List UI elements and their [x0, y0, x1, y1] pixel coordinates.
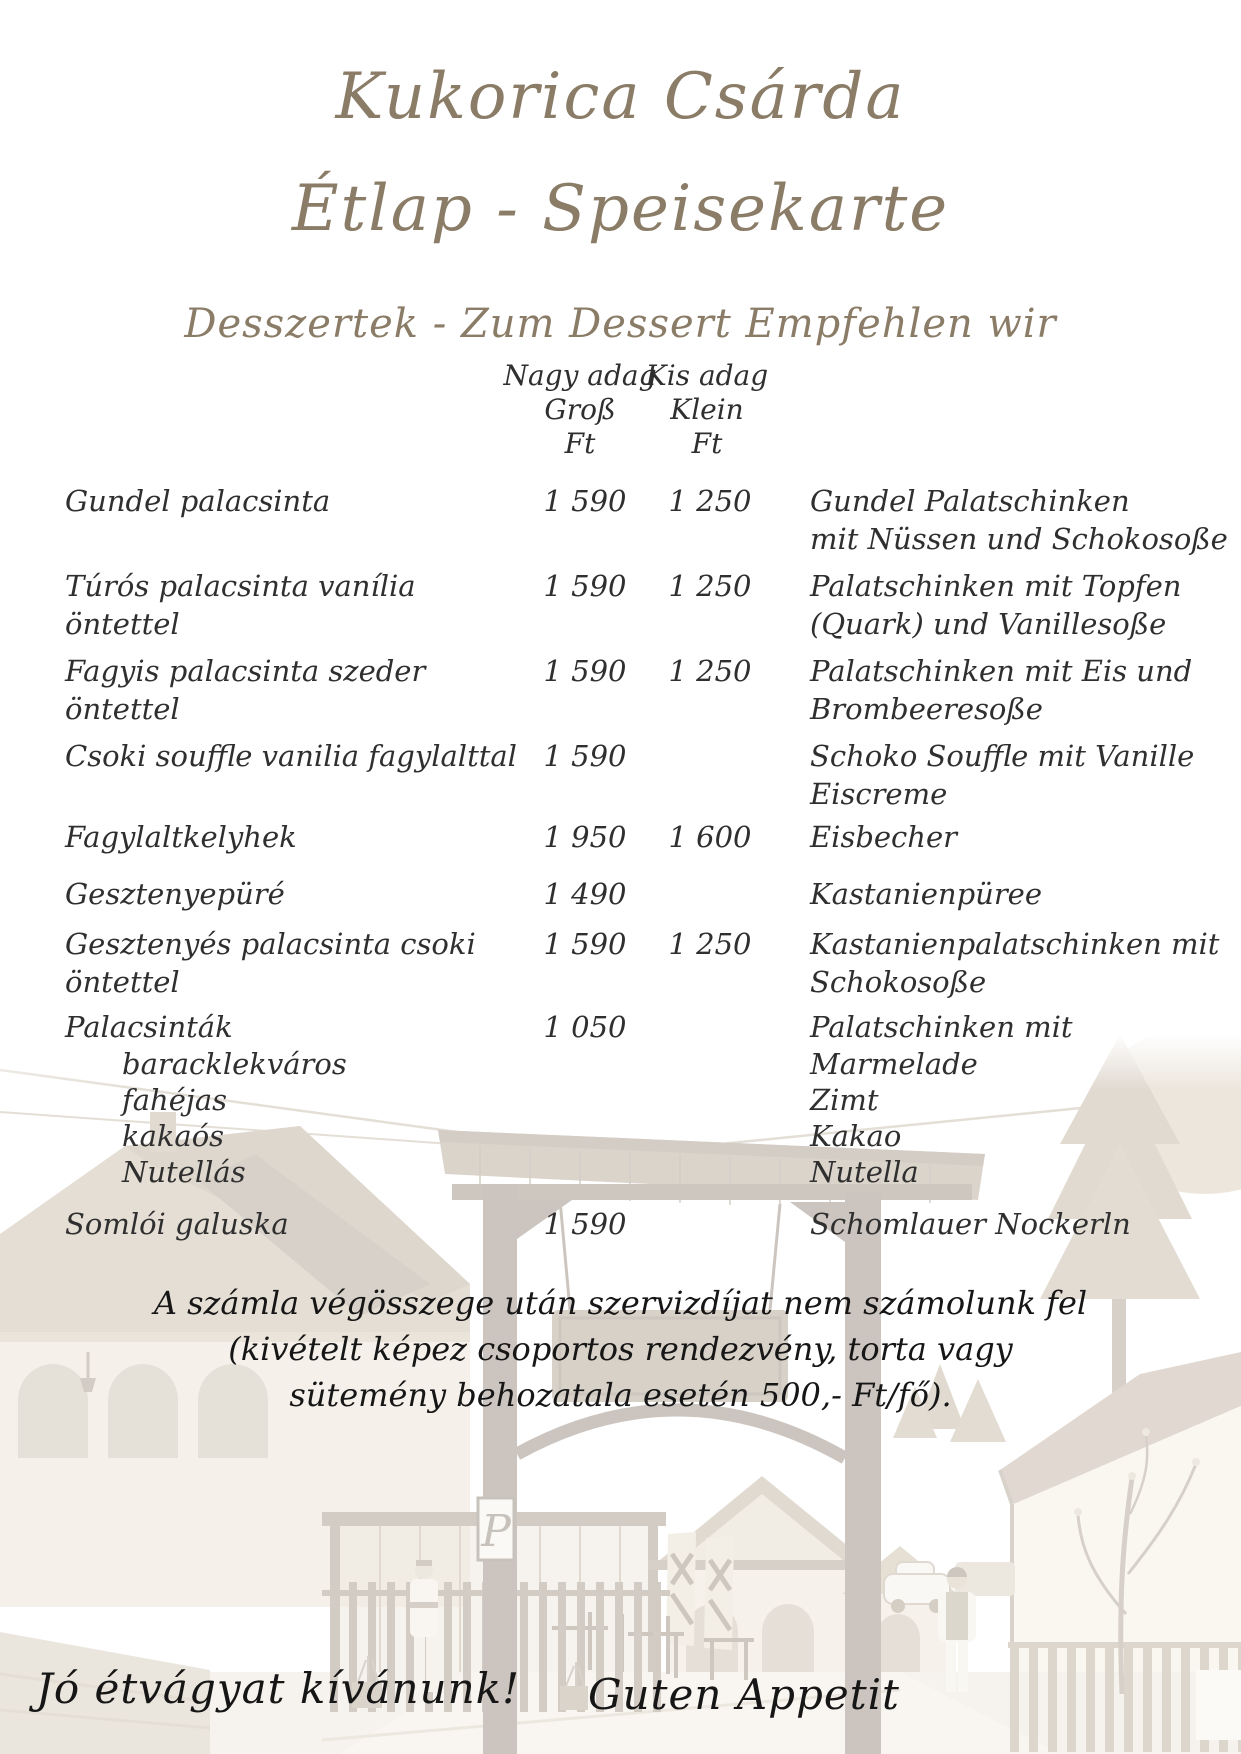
menu-item-desc-de-line: (Quark) und Vanillesoße: [810, 607, 1167, 641]
menu-item-price-large: 1 590: [543, 1207, 627, 1241]
section-subtitle-desserts: Desszertek - Zum Dessert Empfehlen wir: [184, 301, 1057, 347]
menu-item-desc-de: [810, 1008, 1240, 1190]
footer-greeting-de: Guten Appetit: [588, 1670, 900, 1719]
service-charge-note-line: (kivételt képez csoportos rendezvény, torta vagy: [228, 1330, 1013, 1368]
menu-item-desc-de-line: Brombeeresoße: [810, 692, 1043, 726]
menu-item-desc-de-line: Palatschinken mit Topfen: [810, 569, 1182, 603]
price-column-header-large-de: Groß: [544, 393, 616, 426]
menu-item-desc-de-line: Gundel Palatschinken: [810, 484, 1130, 518]
page-title-menu: Étlap - Speisekarte: [291, 172, 950, 246]
footer-greeting-hu: Jó étvágyat kívánunk!: [36, 1664, 520, 1713]
menu-item-desc-de-line: Schokosoße: [810, 965, 987, 999]
menu-item-desc-de: [810, 652, 1240, 728]
menu-item-variant-hu: baracklekváros: [122, 1047, 347, 1081]
menu-item-price-small: 1 250: [668, 484, 752, 518]
service-charge-note-line: sütemény behozatala esetén 500,- Ft/fő).: [289, 1376, 952, 1414]
menu-item-desc-de-line: Kastanienpüree: [810, 877, 1042, 911]
menu-item-price-small: 1 250: [668, 927, 752, 961]
menu-item-desc-de-line: Schomlauer Nockerln: [810, 1207, 1131, 1241]
menu-item-price-large: 1 590: [543, 569, 627, 603]
menu-item-name-hu: Somlói galuska: [65, 1207, 289, 1241]
menu-item-variant-de: Zimt: [810, 1083, 879, 1117]
menu-item-desc-de-line: Palatschinken mit Eis und: [810, 654, 1193, 688]
menu-item-price-small: 1 250: [668, 654, 752, 688]
menu-item-price-large: 1 590: [543, 927, 627, 961]
menu-item-price-large: 1 590: [543, 739, 627, 773]
menu-item-variant-de: Marmelade: [810, 1047, 978, 1081]
menu-item-name-hu: Fagylaltkelyhek: [65, 820, 297, 854]
menu-item-price-large: 1 590: [543, 484, 627, 518]
price-column-header-small: [617, 359, 797, 461]
price-column-header-small-currency: Ft: [691, 427, 723, 460]
menu-item-desc-de: [810, 737, 1240, 813]
svg-text:P: P: [481, 1506, 511, 1557]
menu-item-variant-de: Nutella: [810, 1155, 919, 1189]
page-title-restaurant-name: Kukorica Csárda: [335, 60, 906, 134]
service-charge-note: [120, 1280, 1121, 1418]
menu-item-variant-de: Kakao: [810, 1119, 902, 1153]
menu-item-desc-de-line: Eiscreme: [810, 777, 948, 811]
price-column-header-small-de: Klein: [670, 393, 744, 426]
menu-item-price-large: 1 050: [543, 1010, 627, 1044]
menu-item-name-hu: Fagyis palacsinta szeder öntettel: [65, 654, 426, 726]
service-charge-note-line: A számla végösszege után szervizdíjat nem számolunk fel: [153, 1284, 1088, 1322]
menu-item-desc-de: [810, 1205, 1240, 1243]
menu-item-desc-de-line: Kastanienpalatschinken mit: [810, 927, 1220, 961]
menu-item-desc-de-line: Schoko Souffle mit Vanille: [810, 739, 1195, 773]
menu-item-price-large: 1 490: [543, 877, 627, 911]
price-column-header-large-currency: Ft: [564, 427, 596, 460]
menu-item-variant-hu: Nutellás: [122, 1155, 246, 1189]
menu-item-variant-hu: kakaós: [122, 1119, 225, 1153]
price-column-header-small-hu: Kis adag: [645, 359, 769, 392]
menu-item-desc-de: [810, 482, 1240, 558]
menu-item-desc-de: [810, 818, 1240, 856]
menu-item-name-hu: Gundel palacsinta: [65, 484, 331, 518]
parking-sign: [478, 1498, 514, 1560]
menu-item-name-hu: Gesztenyés palacsinta csoki öntettel: [65, 927, 476, 999]
menu-item-desc-de: [810, 875, 1240, 913]
menu-item-price-large: 1 590: [543, 654, 627, 688]
menu-item-name-hu: Gesztenyepüré: [65, 877, 285, 911]
menu-item-desc-de-line: mit Nüssen und Schokosoße: [810, 522, 1228, 556]
menu-item-price-small: 1 250: [668, 569, 752, 603]
menu-item-desc-de-line: Eisbecher: [810, 820, 957, 854]
menu-item-desc-de: [810, 567, 1240, 643]
menu-item-name-hu: Csoki souffle vanilia fagylalttal: [65, 739, 517, 773]
menu-item-variant-hu: fahéjas: [122, 1083, 228, 1117]
menu-item-desc-de-line: Palatschinken mit: [810, 1010, 1073, 1044]
menu-item-price-large: 1 950: [543, 820, 627, 854]
price-column-header-large-hu: Nagy adag: [503, 359, 657, 392]
menu-item-name-hu: Túrós palacsinta vanília öntettel: [65, 569, 416, 641]
menu-item-price-small: 1 600: [668, 820, 752, 854]
menu-item-name-hu: Palacsinták baracklekváros fahéjas kakaós Nutellás: [65, 1008, 535, 1190]
menu-item-desc-de: [810, 925, 1240, 1001]
